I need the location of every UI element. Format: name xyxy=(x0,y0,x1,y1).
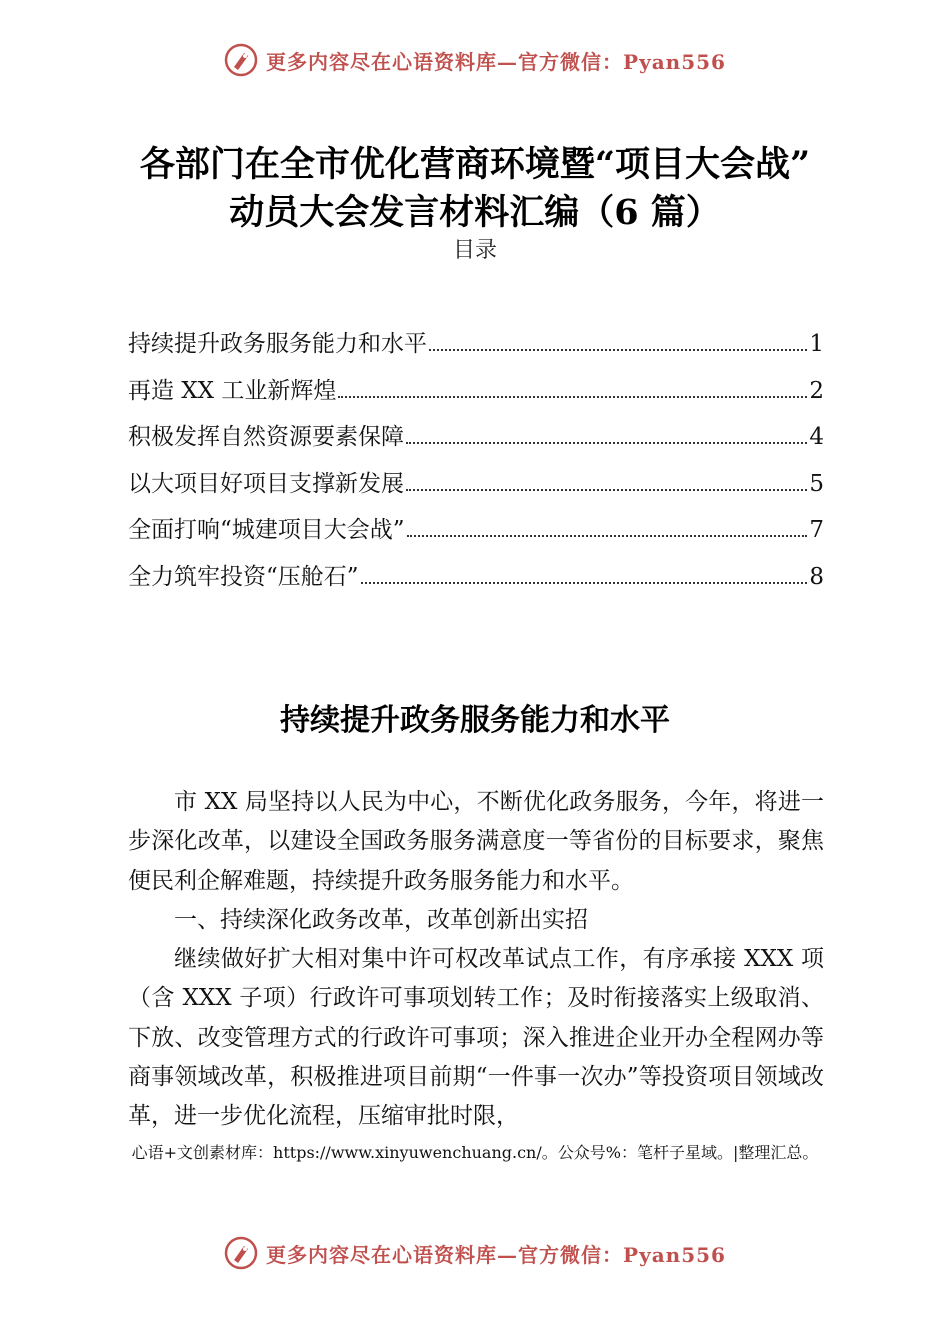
toc-leader-dots xyxy=(338,396,807,398)
toc-leader-dots xyxy=(406,489,807,491)
body-paragraph: 市 XX 局坚持以人民为中心，不断优化政务服务，今年，将进一步深化改革，以建设全国政务服务满意度一等省份的目标要求，聚焦便民利企解难题，持续提升政务服务能力和水平。 xyxy=(128,789,824,894)
toc-entry[interactable] xyxy=(128,418,824,465)
document-title-line1: 各部门在全市优化营商环境暨“项目大会战” xyxy=(139,144,811,185)
pen-nib-logo-icon xyxy=(224,43,258,77)
toc-leader-dots xyxy=(429,349,807,351)
footer-banner xyxy=(0,1233,950,1273)
toc-entry[interactable] xyxy=(128,372,824,419)
toc-entry-title: 再造 XX 工业新辉煌 xyxy=(128,377,337,404)
pen-nib-logo-icon xyxy=(224,1236,258,1270)
section-body xyxy=(128,783,824,1137)
toc-entry-page: 4 xyxy=(809,424,824,450)
toc-leader-dots xyxy=(407,535,808,537)
toc-entry-page: 1 xyxy=(809,331,824,357)
toc-entry[interactable] xyxy=(128,511,824,558)
section-title: 持续提升政务服务能力和水平 xyxy=(280,703,670,738)
toc-entry[interactable] xyxy=(128,558,824,605)
toc-leader-dots xyxy=(361,582,808,584)
body-paragraph: 继续做好扩大相对集中许可权改革试点工作，有序承接 XXX 项（含 XXX 子项）行政许可事项划转工作；及时衔接落实上级取消、下放、改变管理方式的行政许可事项；深入推进企业开办全程网办等商事领域改革，积极推进项目前期“一件事一次办”等投资项目领域改革，进一步优化流程，压缩审批时限， xyxy=(128,946,824,1130)
toc-entry-page: 2 xyxy=(809,377,824,404)
toc-entry[interactable] xyxy=(128,325,824,372)
document-title-line2: 动员大会发言材料汇编（6 篇） xyxy=(229,192,721,233)
header-banner-text: 更多内容尽在心语资料库—官方微信：Pyan556 xyxy=(266,49,726,74)
body-paragraph: 一、持续深化政务改革，改革创新出实招 xyxy=(174,906,588,933)
footer-banner-text: 更多内容尽在心语资料库—官方微信：Pyan556 xyxy=(266,1242,726,1267)
toc-entry-page: 8 xyxy=(809,563,824,590)
toc-entry-page: 5 xyxy=(809,470,824,497)
toc-entry-page: 7 xyxy=(809,517,824,543)
footer-note: 心语+文创素材库：https://www.xinyuwenchuang.cn/。公众号%：笔杆子星域。|整理汇总。 xyxy=(131,1143,819,1162)
toc-leader-dots xyxy=(406,442,807,444)
toc-entry-title: 全面打响“城建项目大会战” xyxy=(128,517,405,543)
toc-entry-title: 持续提升政务服务能力和水平 xyxy=(128,331,427,357)
toc-entry-title: 积极发挥自然资源要素保障 xyxy=(128,424,404,450)
toc-heading: 目录 xyxy=(452,238,497,263)
toc-entry-title: 以大项目好项目支撑新发展 xyxy=(128,470,404,497)
table-of-contents xyxy=(128,325,824,604)
header-banner xyxy=(0,40,950,80)
toc-entry-title: 全力筑牢投资“压舱石” xyxy=(128,563,359,590)
toc-entry[interactable] xyxy=(128,465,824,512)
